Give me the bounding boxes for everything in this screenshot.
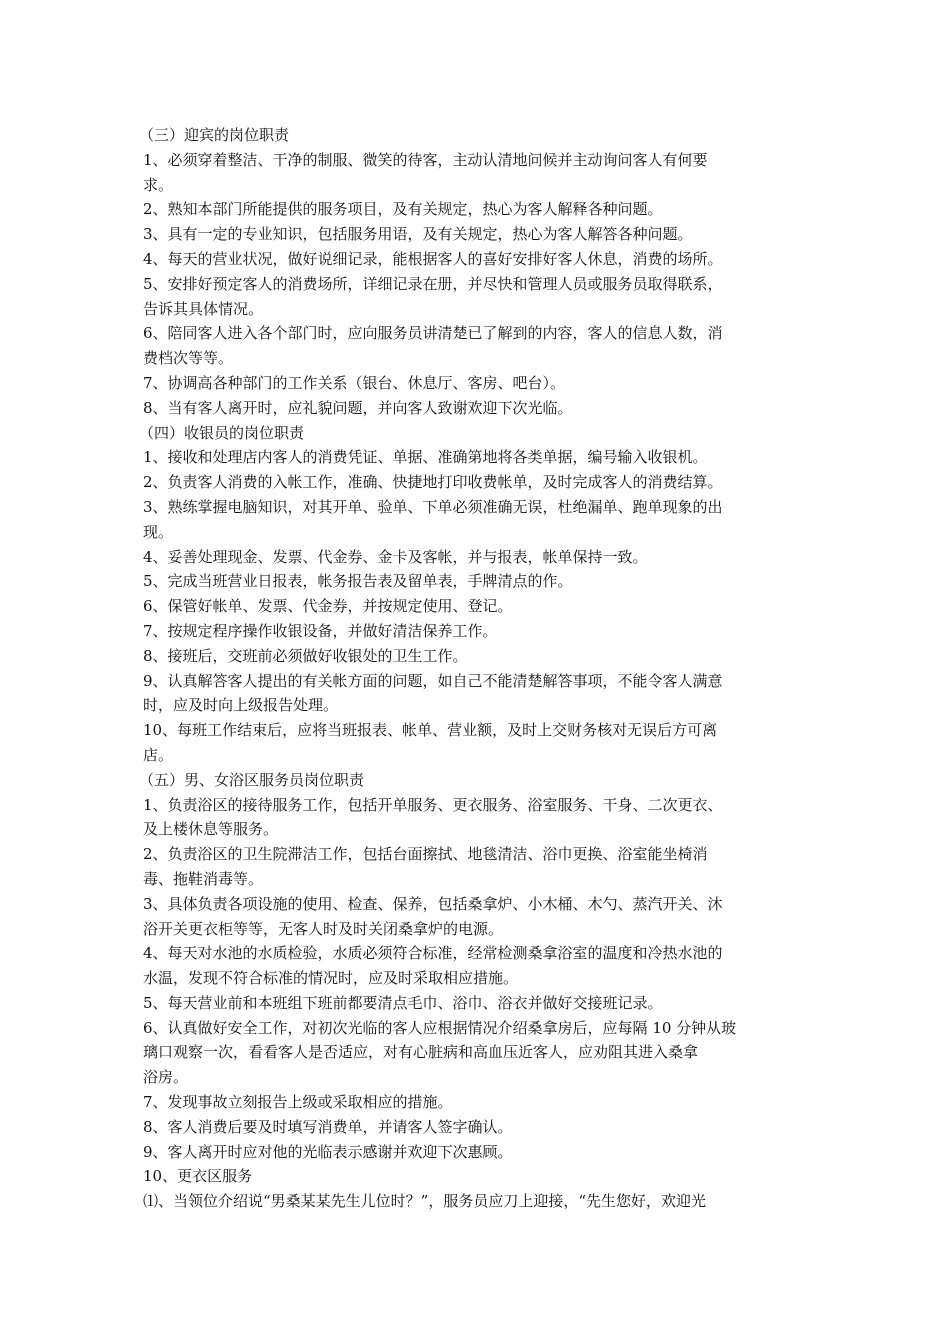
document-body — [139, 123, 803, 1214]
text-line: 5、安排好预定客人的消费场所，详细记录在册，并尽快和管理人员或服务员取得联系， — [143, 274, 723, 293]
text-line: 3、熟练掌握电脑知识，对其开单、验单、下单必须准确无误，杜绝漏单、跑单现象的出 — [143, 497, 723, 516]
text-line: 5、每天营业前和本班组下班前都要清点毛巾、浴巾、浴衣并做好交接班记录。 — [143, 993, 663, 1012]
text-line: 7、按规定程序操作收银设备，并做好清洁保养工作。 — [143, 621, 498, 640]
text-line: 7、发现事故立刻报告上级或采取相应的措施。 — [143, 1093, 453, 1112]
text-line: 6、认真做好安全工作，对初次光临的客人应根据情况介绍桑拿房后，应每隔 10 分钟从玻 — [143, 1018, 737, 1037]
text-line: 及上楼休息等服务。 — [143, 820, 279, 839]
text-line: 2、负责客人消费的入帐工作，准确、快捷地打印收费帐单，及时完成客人的消费结算。 — [143, 473, 723, 492]
text-line: 水温，发现不符合标准的情况时，应及时采取相应措施。 — [143, 969, 519, 988]
text-line: 浴开关更衣柜等等，无客人时及时关闭桑拿炉的电源。 — [143, 919, 504, 938]
text-line: 7、协调高各种部门的工作关系（银台、休息厅、客房、吧台）。 — [143, 373, 566, 392]
text-line: 6、陪同客人进入各个部门时，应向服务员讲清楚已了解到的内容，客人的信息人数，消 — [143, 324, 723, 343]
text-line: 4、每天的营业状况，做好说细记录，能根据客人的喜好安排好客人休息，消费的场所。 — [143, 249, 723, 268]
text-line: 现。 — [143, 522, 174, 541]
text-line: 时，应及时向上级报告处理。 — [143, 696, 339, 715]
text-line: 4、每天对水池的水质检验，水质必须符合标准，经常检测桑拿浴室的温度和冷热水池的 — [143, 944, 723, 963]
text-line: 1、接收和处理店内客人的消费凭证、单据、准确第地将各类单据，编号输入收银机。 — [143, 448, 708, 467]
section-heading-5: （五）男、女浴区服务员岗位职责 — [139, 770, 365, 789]
section-heading-3: （三）迎宾的岗位职责 — [139, 126, 290, 144]
text-line: 9、客人离开时应对他的光临表示感谢并欢迎下次惠顾。 — [143, 1142, 513, 1161]
text-line: 10、每班工作结束后，应将当班报表、帐单、营业额，及时上交财务核对无误后方可离 — [143, 721, 718, 740]
text-line: 8、当有客人离开时，应礼貌问题，并向客人致谢欢迎下次光临。 — [143, 398, 573, 417]
text-line: 店。 — [143, 745, 174, 764]
text-line: 3、具有一定的专业知识，包括服务用语，及有关规定，热心为客人解答各种问题。 — [143, 225, 693, 244]
section-heading-4: （四）收银员的岗位职责 — [139, 423, 305, 442]
text-line: ⑴、当领位介绍说“男桑某某先生儿位时？”，服务员应刀上迎接，“先生您好，欢迎光 — [143, 1192, 707, 1211]
text-line: 费档次等等。 — [143, 349, 234, 368]
text-line: 9、认真解答客人提出的有关帐方面的问题，如自己不能清楚解答事项，不能令客人满意 — [143, 671, 723, 690]
text-line: 6、保管好帐单、发票、代金券，并按规定使用、登记。 — [143, 597, 513, 616]
text-line: 璃口观察一次，看看客人是否适应，对有心脏病和高血压近客人，应劝阻其进入桑拿 — [143, 1043, 699, 1062]
text-line: 4、妥善处理现金、发票、代金券、金卡及客帐，并与报表，帐单保持一致。 — [143, 547, 648, 566]
text-line: 5、完成当班营业日报表，帐务报告表及留单表，手牌清点的作。 — [143, 572, 573, 591]
text-line: 浴房。 — [143, 1068, 189, 1087]
text-line: 8、接班后，交班前必须做好收银处的卫生工作。 — [143, 646, 468, 665]
text-line: 1、必须穿着整洁、干净的制服、微笑的待客，主动认清地问候并主动询问客人有何要 — [143, 150, 708, 169]
text-line: 8、客人消费后要及时填写消费单，并请客人签字确认。 — [143, 1117, 513, 1136]
text-line: 告诉其具体情况。 — [143, 299, 264, 318]
text-line: 2、负责浴区的卫生院滞洁工作，包括台面擦拭、地毯清洁、浴巾更换、浴室能坐椅消 — [143, 845, 708, 864]
text-line: 3、具体负责各项设施的使用、检查、保养，包括桑拿炉、小木桶、木勺、蒸汽开关、沐 — [143, 894, 723, 913]
subsection-heading: 10、更衣区服务 — [143, 1167, 253, 1186]
text-line: 1、负责浴区的接待服务工作，包括开单服务、更衣服务、浴室服务、干身、二次更衣、 — [143, 795, 723, 814]
text-line: 求。 — [143, 175, 174, 194]
text-line: 2、熟知本部门所能提供的服务项目，及有关规定，热心为客人解释各种问题。 — [143, 200, 663, 219]
text-line: 毒、拖鞋消毒等。 — [143, 869, 264, 888]
